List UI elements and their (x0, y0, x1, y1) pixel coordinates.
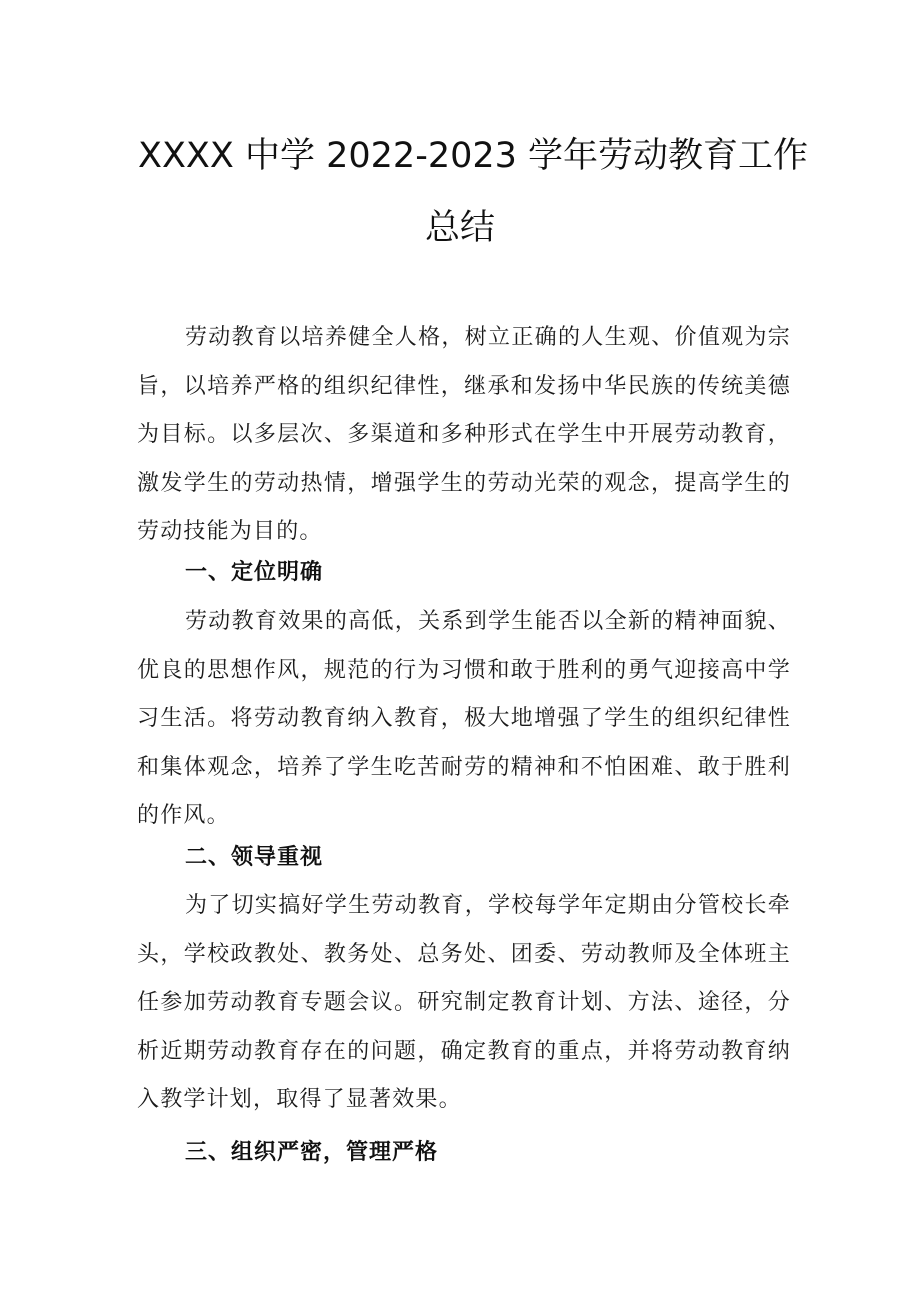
section-heading-2: 二、领导重视 (185, 845, 324, 870)
section-body-1: 劳动教育效果的高低，关系到学生能否以全新的精神面貌、优良的思想作风，规范的行为习惯和敢于胜利的勇气迎接高中学习生活。将劳动教育纳入教育，极大地增强了学生的组织纪律性和集体观念，培养了学生吃苦耐劳的精神和不怕困难、敢于胜利的作风。 (137, 609, 791, 828)
document-title-line-1: XXXX 中学 2022-2023 学年劳动教育工作 (137, 136, 809, 176)
document-title-line-2: 总结 (424, 208, 495, 248)
section-body-2: 为了切实搞好学生劳动教育，学校每学年定期由分管校长牵头，学校政教处、教务处、总务处、团委、劳动教师及全体班主任参加劳动教育专题会议。研究制定教育计划、方法、途径，分析近期劳动教育存在的问题，确定教育的重点，并将劳动教育纳入教学计划，取得了显著效果。 (137, 893, 791, 1112)
intro-paragraph: 劳动教育以培养健全人格，树立正确的人生观、价值观为宗旨，以培养严格的组织纪律性，继承和发扬中华民族的传统美德为目标。以多层次、多渠道和多种形式在学生中开展劳动教育，激发学生的劳动热情，增强学生的劳动光荣的观念，提高学生的劳动技能为目的。 (137, 325, 791, 544)
section-heading-3: 三、组织严密，管理严格 (185, 1140, 439, 1165)
section-heading-1: 一、定位明确 (185, 560, 324, 585)
